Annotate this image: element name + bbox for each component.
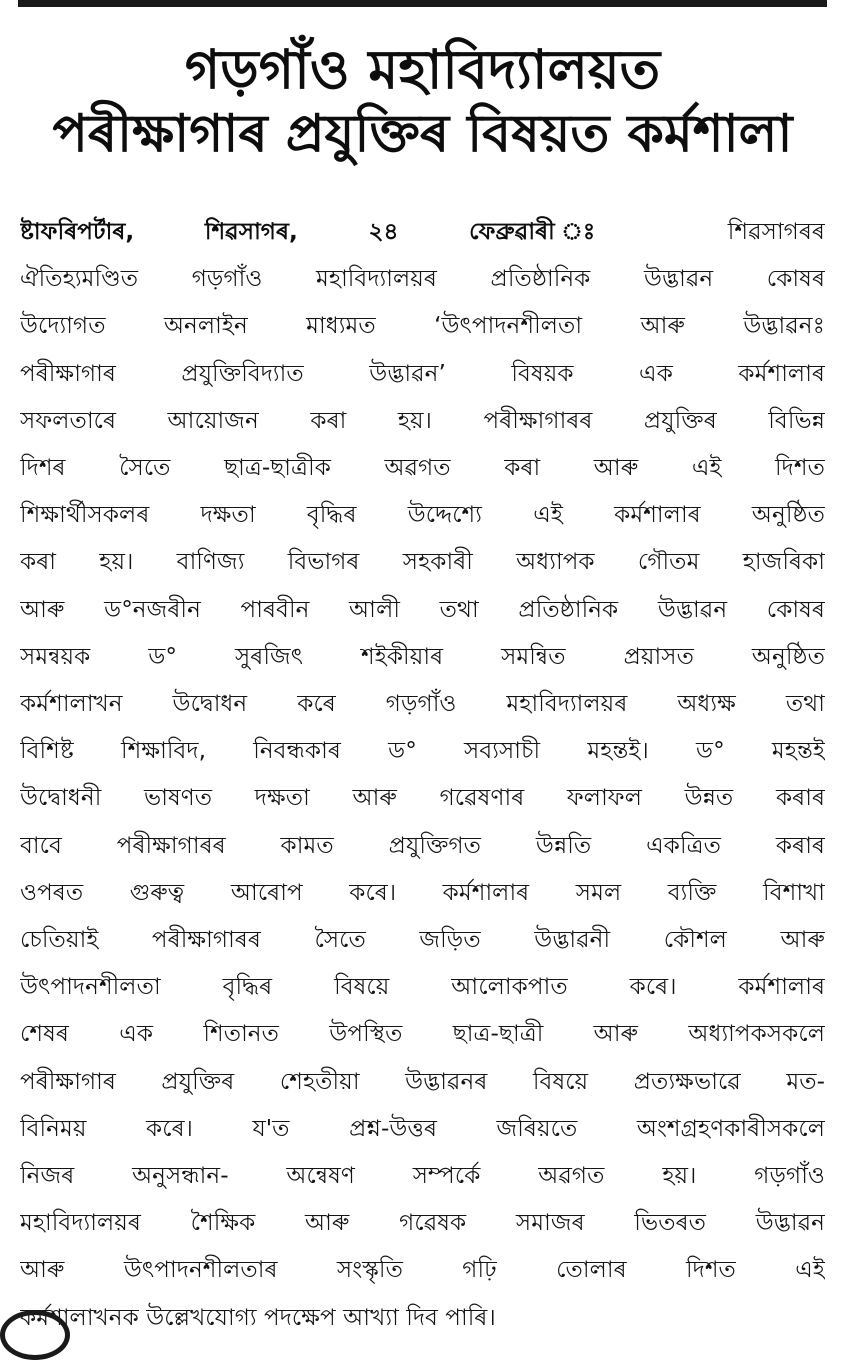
article-line: শেষৰ এক শিতানত উপস্থিত ছাত্ৰ-ছাত্ৰী আৰু অধ্যাপকসকলে — [20, 1020, 825, 1048]
headline-line-1: গড়গাঁও মহাবিদ্যালয়ত — [184, 38, 661, 101]
article-line: চেতিয়াই পৰীক্ষাগাৰৰ সৈতে জড়িত উদ্ভাৱনী কৌশল আৰু — [20, 926, 825, 954]
headline-line-2: পৰীক্ষাগাৰ প্ৰযুক্তিৰ বিষয়ত কৰ্মশালা — [52, 103, 793, 164]
article-line-text: শিৱসাগৰৰ — [727, 218, 825, 245]
article-line: সমন্বয়ক ড° সুৰজিৎ শইকীয়াৰ সমন্বিত প্ৰয়াসত অনুষ্ঠিত — [20, 642, 825, 670]
article-line: ঐতিহ্যমণ্ডিত গড়গাঁও মহাবিদ্যালয়ৰ প্ৰতিষ্ঠানিক উদ্ভাৱন কোষৰ — [20, 265, 825, 293]
article-line-first — [20, 208, 825, 255]
article-line: মহাবিদ্যালয়ৰ শৈক্ষিক আৰু গৱেষক সমাজৰ ভিতৰত উদ্ভাৱন — [20, 1209, 825, 1237]
article-line: নিজৰ অনুসন্ধান- অন্বেষণ সম্পৰ্কে অৱগত হয়। গড়গাঁও — [20, 1162, 825, 1190]
article-line: দিশৰ সৈতে ছাত্ৰ-ছাত্ৰীক অৱগত কৰা আৰু এই দিশত — [20, 454, 825, 482]
article-line: সফলতাৰে আয়োজন কৰা হয়। পৰীক্ষাগাৰৰ প্ৰযুক্তিৰ বিভিন্ন — [20, 406, 825, 434]
article-line: কৰ্মশালাখন উদ্বোধন কৰে গড়গাঁও মহাবিদ্যালয়ৰ অধ্যক্ষ তথা — [20, 690, 825, 718]
article-line: আৰু ড°নজৰীন পাৰবীন আলী তথা প্ৰতিষ্ঠানিক উদ্ভাৱন কোষৰ — [20, 595, 825, 623]
article-line-last: কৰ্মশালাখনক উল্লেখযোগ্য পদক্ষেপ আখ্যা দিব পাৰি। — [20, 1303, 496, 1331]
article-line: শিক্ষাৰ্থীসকলৰ দক্ষতা বৃদ্ধিৰ উদ্দেশ্যে এই কৰ্মশালাৰ অনুষ্ঠিত — [20, 501, 825, 529]
article-line: ওপৰত গুৰুত্ব আৰোপ কৰে। কৰ্মশালাৰ সমল ব্যক্তি বিশাখা — [20, 878, 825, 906]
article-body — [20, 208, 825, 1341]
article-line: উৎপাদনশীলতা বৃদ্ধিৰ বিষয়ে আলোকপাত কৰে। কৰ্মশালাৰ — [20, 973, 825, 1001]
headline — [18, 38, 827, 165]
corner-decoration — [0, 1310, 70, 1360]
article-line: কৰা হয়। বাণিজ্য বিভাগৰ সহকাৰী অধ্যাপক গৌতম হাজৰিকা — [20, 548, 825, 576]
article-line: বিশিষ্ট শিক্ষাবিদ, নিবন্ধকাৰ ড° সব্যসাচী মহন্তই। ড° মহন্তই — [20, 737, 825, 765]
article-line: উদ্যোগত অনলাইন মাধ্যমত ‘উৎপাদনশীলতা আৰু উদ্ভাৱনঃ — [20, 312, 825, 340]
article-line: উদ্বোধনী ভাষণত দক্ষতা আৰু গৱেষণাৰ ফলাফল উন্নত কৰাৰ — [20, 784, 825, 812]
article-line: পৰীক্ষাগাৰ প্ৰযুক্তিৰ শেহতীয়া উদ্ভাৱনৰ বিষয়ে প্ৰত্যক্ষভাৱে মত- — [20, 1067, 825, 1095]
article-line: পৰীক্ষাগাৰ প্ৰযুক্তিবিদ্যাত উদ্ভাৱন’ বিষয়ক এক কৰ্মশালাৰ — [20, 359, 825, 387]
top-rule — [18, 0, 827, 7]
article-line: বিনিময় কৰে। য'ত প্ৰশ্ন-উত্তৰ জৰিয়তে অংশগ্ৰহণকাৰীসকলে — [20, 1114, 825, 1142]
dateline: ষ্টাফৰিপৰ্টাৰ, শিৱসাগৰ, ২৪ ফেব্ৰুৱাৰী ঃ — [20, 218, 658, 245]
article-line: আৰু উৎপাদনশীলতাৰ সংস্কৃতি গঢ়ি তোলাৰ দিশত এই — [20, 1256, 825, 1284]
article-line: বাবে পৰীক্ষাগাৰৰ কামত প্ৰযুক্তিগত উন্নতি একত্ৰিত কৰাৰ — [20, 831, 825, 859]
